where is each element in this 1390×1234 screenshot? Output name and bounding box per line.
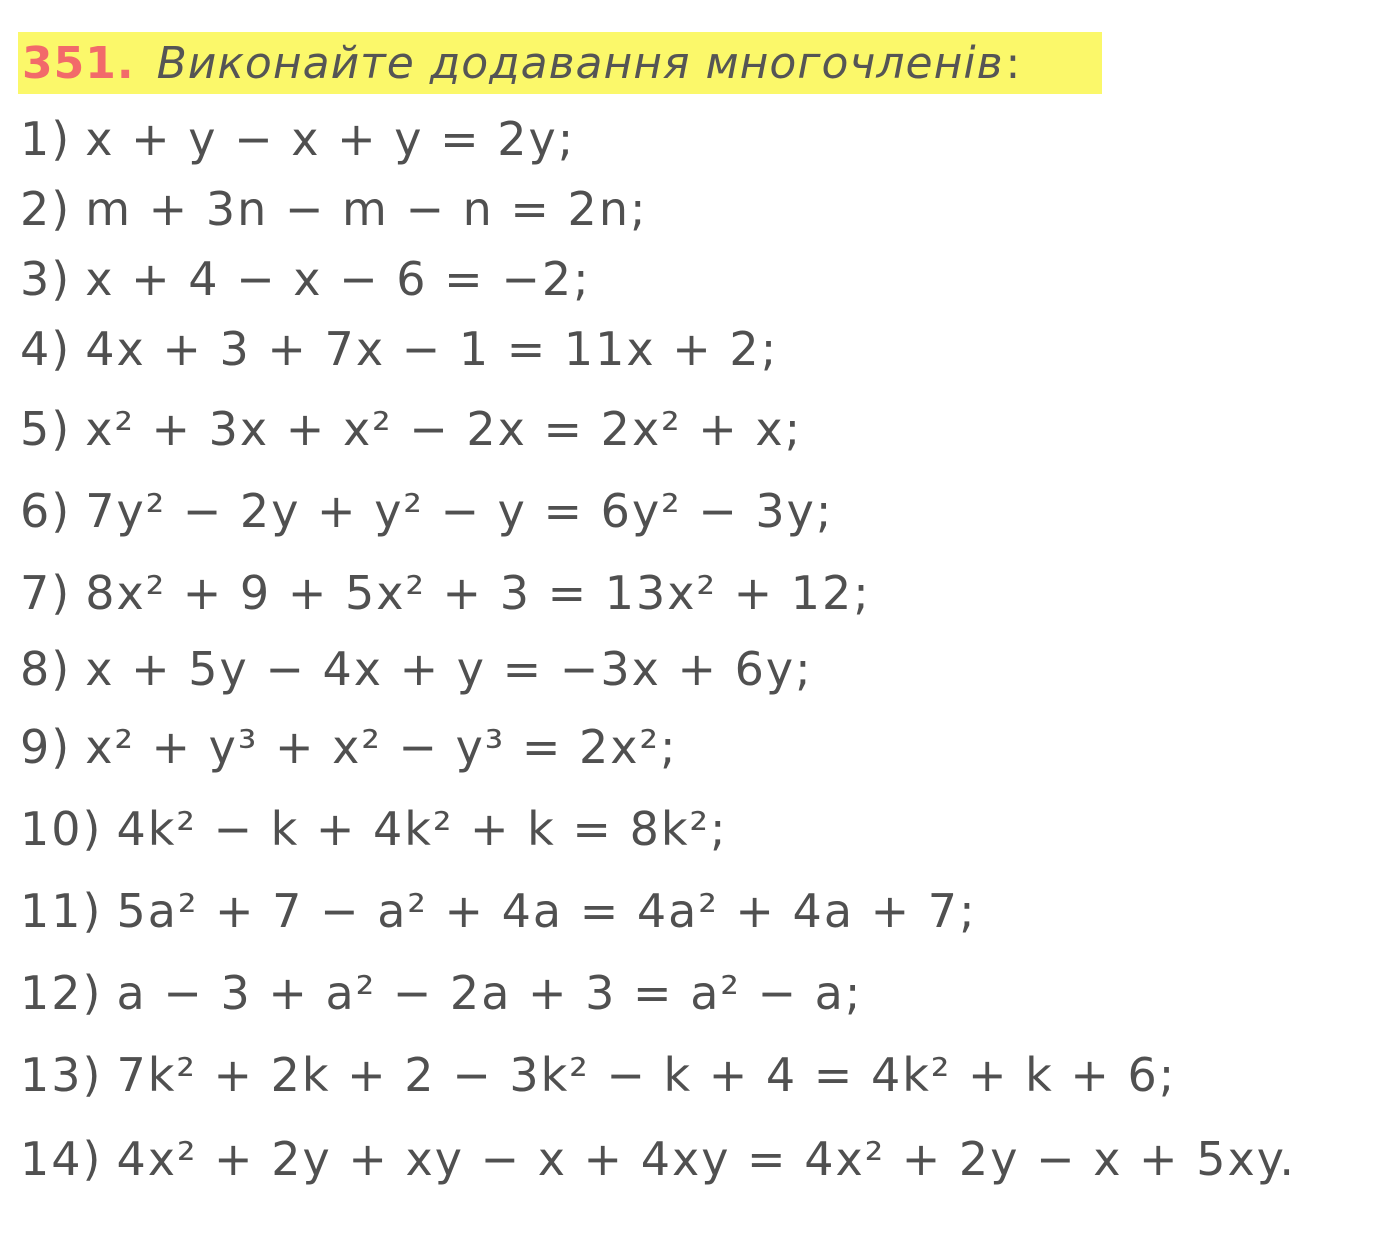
exercise-number: 351.	[22, 37, 135, 89]
solution-number: 1)	[20, 112, 72, 166]
solution-expression: x + 4 − x − 6 = −2;	[85, 252, 591, 306]
solution-number: 6)	[20, 484, 72, 538]
solution-expression: x² + 3x + x² − 2x = 2x² + x;	[85, 402, 803, 456]
solution-number: 8)	[20, 642, 72, 696]
solution-expression: x² + y³ + x² − y³ = 2x²;	[85, 720, 678, 774]
solution-number: 7)	[20, 566, 72, 620]
solution-number: 14)	[20, 1132, 103, 1186]
solution-line-12	[20, 958, 862, 1028]
exercise-title-colon: :	[1005, 37, 1021, 89]
solution-number: 13)	[20, 1048, 103, 1102]
solution-expression: 7k² + 2k + 2 − 3k² − k + 4 = 4k² + k + 6;	[116, 1048, 1177, 1102]
solution-number: 9)	[20, 720, 72, 774]
solution-line-9	[20, 712, 677, 782]
solution-expression: 5a² + 7 − a² + 4a = 4a² + 4a + 7;	[116, 884, 977, 938]
exercise-header	[18, 32, 1102, 94]
solution-line-10	[20, 794, 727, 864]
solution-line-3	[20, 244, 591, 314]
solution-expression: 4k² − k + 4k² + k = 8k²;	[116, 802, 728, 856]
solution-number: 5)	[20, 402, 72, 456]
solution-expression: 8x² + 9 + 5x² + 3 = 13x² + 12;	[85, 566, 871, 620]
solution-line-7	[20, 558, 871, 628]
solution-expression: 4x + 3 + 7x − 1 = 11x + 2;	[85, 322, 779, 376]
solution-line-5	[20, 394, 802, 464]
solution-expression: x + 5y − 4x + y = −3x + 6y;	[85, 642, 813, 696]
solution-number: 4)	[20, 322, 72, 376]
solution-number: 11)	[20, 884, 103, 938]
solution-number: 2)	[20, 182, 72, 236]
solution-number: 12)	[20, 966, 103, 1020]
solution-expression: 4x² + 2y + xy − x + 4xy = 4x² + 2y − x + 5xy.	[116, 1132, 1296, 1186]
solution-line-1	[20, 104, 575, 174]
solution-line-6	[20, 476, 833, 546]
solution-line-11	[20, 876, 977, 946]
solution-line-14	[20, 1124, 1296, 1194]
solution-line-4	[20, 314, 778, 384]
solution-number: 3)	[20, 252, 72, 306]
solution-expression: 7y² − 2y + y² − y = 6y² − 3y;	[85, 484, 834, 538]
solution-expression: a − 3 + a² − 2a + 3 = a² − a;	[116, 966, 863, 1020]
solution-number: 10)	[20, 802, 103, 856]
exercise-title: Виконайте додавання многочленів	[156, 37, 1004, 89]
solution-line-8	[20, 634, 813, 704]
solution-expression: m + 3n − m − n = 2n;	[85, 182, 648, 236]
solution-expression: x + y − x + y = 2y;	[85, 112, 576, 166]
solution-line-2	[20, 174, 647, 244]
solution-line-13	[20, 1040, 1176, 1110]
